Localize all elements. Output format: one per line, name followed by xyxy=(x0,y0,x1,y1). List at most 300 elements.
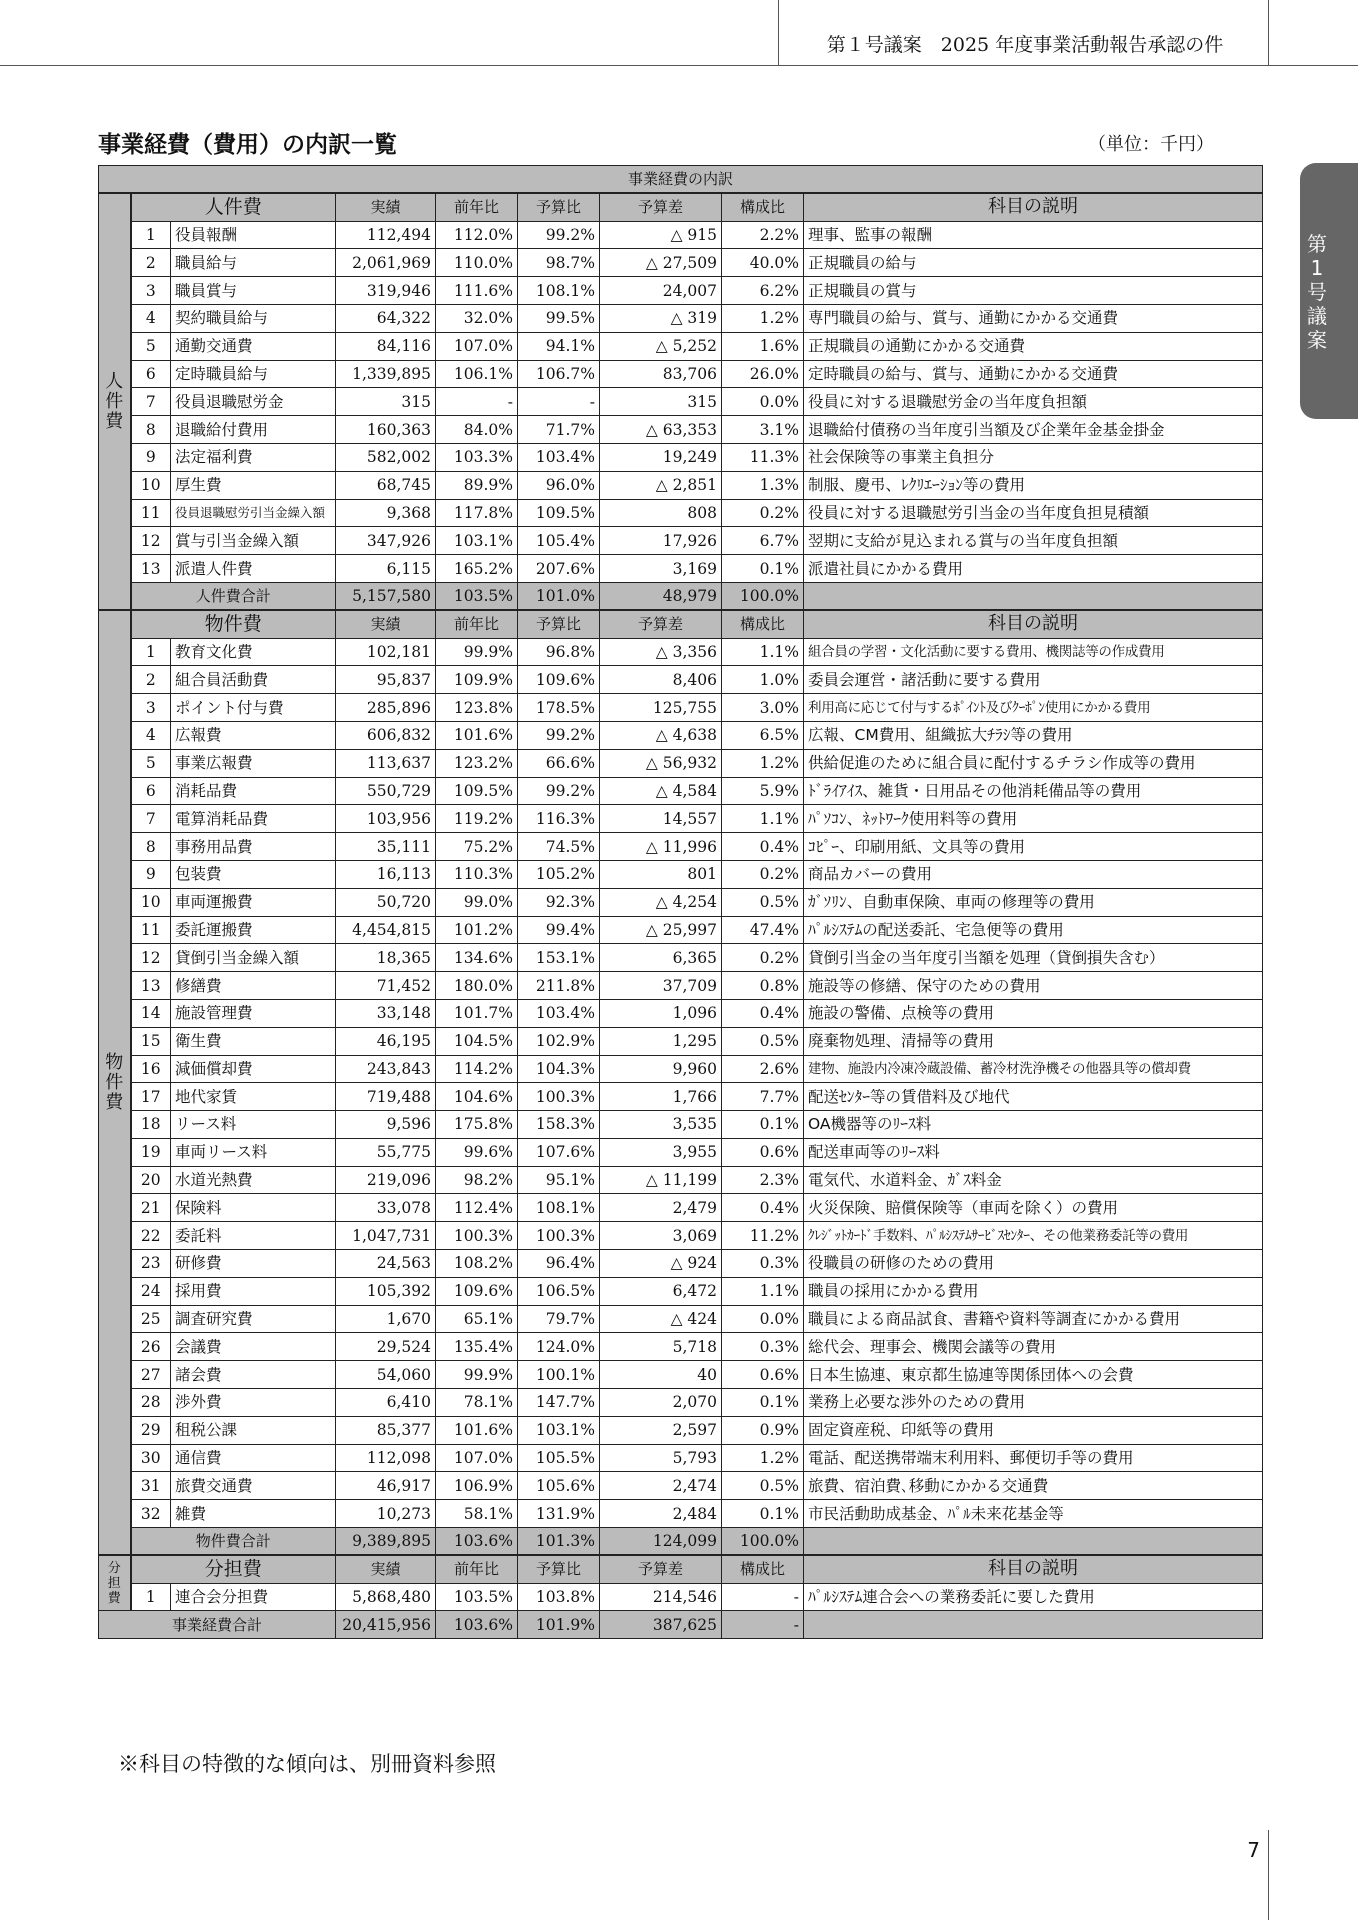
row-yoy: 109.6% xyxy=(436,1277,518,1305)
row-budget-ratio: 66.6% xyxy=(518,749,600,777)
subtotal-label: 物件費合計 xyxy=(131,1528,336,1556)
row-budget-ratio: 103.4% xyxy=(518,443,600,471)
row-budget-diff: △ 3,356 xyxy=(600,638,722,666)
row-number: 16 xyxy=(131,1055,171,1083)
row-item-name: 組合員活動費 xyxy=(171,666,336,694)
column-header-share: 構成比 xyxy=(722,1555,804,1583)
expense-breakdown-table xyxy=(98,165,1263,1639)
row-actual: 64,322 xyxy=(336,304,436,332)
row-yoy: - xyxy=(436,388,518,416)
table-row xyxy=(99,944,1263,972)
side-tab-char: 議 xyxy=(1307,304,1327,328)
row-description: 理事、監事の報酬 xyxy=(804,221,1263,249)
table-row xyxy=(99,916,1263,944)
row-budget-diff: 6,365 xyxy=(600,944,722,972)
row-budget-diff: 3,955 xyxy=(600,1138,722,1166)
row-number: 26 xyxy=(131,1333,171,1361)
row-share: 0.2% xyxy=(722,860,804,888)
row-description: 電気代、水道料金、ｶﾞｽ料金 xyxy=(804,1166,1263,1194)
row-budget-ratio: 99.2% xyxy=(518,721,600,749)
row-item-name: 電算消耗品費 xyxy=(171,805,336,833)
table-caption-row xyxy=(99,166,1263,194)
row-description: 役員に対する退職慰労金の当年度負担額 xyxy=(804,388,1263,416)
row-actual: 54,060 xyxy=(336,1361,436,1389)
row-share: 0.4% xyxy=(722,1194,804,1222)
row-yoy: 99.0% xyxy=(436,888,518,916)
row-budget-ratio: 96.0% xyxy=(518,471,600,499)
row-share: 0.2% xyxy=(722,499,804,527)
row-item-name: 役員退職慰労金 xyxy=(171,388,336,416)
table-row xyxy=(99,1416,1263,1444)
row-description: 職員の採用にかかる費用 xyxy=(804,1277,1263,1305)
row-number: 32 xyxy=(131,1500,171,1528)
row-yoy: 112.0% xyxy=(436,221,518,249)
group-subtotal-row xyxy=(99,582,1263,610)
row-share: 0.1% xyxy=(722,1500,804,1528)
group-side-char: 人 xyxy=(105,370,124,392)
row-number: 7 xyxy=(131,388,171,416)
row-item-name: リース料 xyxy=(171,1111,336,1139)
row-item-name: 通勤交通費 xyxy=(171,332,336,360)
row-actual: 85,377 xyxy=(336,1416,436,1444)
table-row xyxy=(99,1389,1263,1417)
row-item-name: 研修費 xyxy=(171,1250,336,1278)
row-yoy: 104.5% xyxy=(436,1027,518,1055)
table-row xyxy=(99,721,1263,749)
group-side-char: 費 xyxy=(105,410,124,432)
row-budget-diff: △ 4,254 xyxy=(600,888,722,916)
row-yoy: 103.3% xyxy=(436,443,518,471)
group-side-char: 件 xyxy=(105,390,124,412)
row-share: 0.3% xyxy=(722,1333,804,1361)
row-actual: 9,596 xyxy=(336,1111,436,1139)
row-budget-diff: 1,295 xyxy=(600,1027,722,1055)
row-actual: 55,775 xyxy=(336,1138,436,1166)
row-budget-ratio: 109.5% xyxy=(518,499,600,527)
row-item-name: 衛生費 xyxy=(171,1027,336,1055)
row-budget-ratio: 108.1% xyxy=(518,277,600,305)
row-share: 1.2% xyxy=(722,1444,804,1472)
row-share: 26.0% xyxy=(722,360,804,388)
column-header-budget-diff: 予算差 xyxy=(600,193,722,221)
row-yoy: 101.7% xyxy=(436,999,518,1027)
page-number: 7 xyxy=(1247,1838,1260,1862)
table-row xyxy=(99,1222,1263,1250)
row-share: 0.5% xyxy=(722,888,804,916)
row-yoy: 106.1% xyxy=(436,360,518,388)
row-number: 20 xyxy=(131,1166,171,1194)
column-header-budget-diff: 予算差 xyxy=(600,610,722,638)
row-item-name: 旅費交通費 xyxy=(171,1472,336,1500)
grand-total-desc-empty xyxy=(804,1611,1263,1639)
row-description: 電話、配送携帯端末利用料、郵便切手等の費用 xyxy=(804,1444,1263,1472)
grand-total-actual: 20,415,956 xyxy=(336,1611,436,1639)
table-row xyxy=(99,1055,1263,1083)
row-budget-ratio: 98.7% xyxy=(518,249,600,277)
row-description: 商品カバーの費用 xyxy=(804,860,1263,888)
row-yoy: 84.0% xyxy=(436,416,518,444)
table-row xyxy=(99,555,1263,583)
row-share: 0.1% xyxy=(722,1389,804,1417)
subtotal-share: 100.0% xyxy=(722,582,804,610)
row-budget-diff: △ 25,997 xyxy=(600,916,722,944)
row-item-name: 連合会分担費 xyxy=(171,1583,336,1611)
row-yoy: 99.9% xyxy=(436,638,518,666)
row-budget-ratio: - xyxy=(518,388,600,416)
row-number: 22 xyxy=(131,1222,171,1250)
row-actual: 9,368 xyxy=(336,499,436,527)
row-actual: 95,837 xyxy=(336,666,436,694)
row-actual: 16,113 xyxy=(336,860,436,888)
row-budget-ratio: 131.9% xyxy=(518,1500,600,1528)
table-row xyxy=(99,1194,1263,1222)
table-row xyxy=(99,221,1263,249)
grand-total-share: - xyxy=(722,1611,804,1639)
row-budget-ratio: 106.7% xyxy=(518,360,600,388)
row-share: 0.3% xyxy=(722,1250,804,1278)
row-number: 19 xyxy=(131,1138,171,1166)
row-description: 翌期に支給が見込まれる賞与の当年度負担額 xyxy=(804,527,1263,555)
column-header-actual: 実績 xyxy=(336,610,436,638)
row-yoy: 114.2% xyxy=(436,1055,518,1083)
row-item-name: 職員給与 xyxy=(171,249,336,277)
row-budget-diff: △ 63,353 xyxy=(600,416,722,444)
subtotal-label: 人件費合計 xyxy=(131,582,336,610)
row-number: 12 xyxy=(131,527,171,555)
row-share: - xyxy=(722,1583,804,1611)
row-yoy: 103.1% xyxy=(436,527,518,555)
group-side-char: 件 xyxy=(105,1071,124,1093)
row-budget-ratio: 99.2% xyxy=(518,777,600,805)
row-budget-diff: △ 56,932 xyxy=(600,749,722,777)
row-actual: 33,148 xyxy=(336,999,436,1027)
side-tab-char: 案 xyxy=(1307,328,1327,352)
row-number: 24 xyxy=(131,1277,171,1305)
row-description: 役員に対する退職慰労引当金の当年度負担見積額 xyxy=(804,499,1263,527)
row-budget-diff: 24,007 xyxy=(600,277,722,305)
row-yoy: 32.0% xyxy=(436,304,518,332)
row-yoy: 119.2% xyxy=(436,805,518,833)
table-row xyxy=(99,1138,1263,1166)
group-header-row xyxy=(99,610,1263,638)
row-number: 11 xyxy=(131,499,171,527)
row-description: 配送車両等のﾘｰｽ料 xyxy=(804,1138,1263,1166)
row-budget-diff: 8,406 xyxy=(600,666,722,694)
table-row xyxy=(99,304,1263,332)
column-header-share: 構成比 xyxy=(722,610,804,638)
column-header-yoy: 前年比 xyxy=(436,610,518,638)
row-budget-ratio: 96.8% xyxy=(518,638,600,666)
row-yoy: 100.3% xyxy=(436,1222,518,1250)
table-row xyxy=(99,1111,1263,1139)
table-row xyxy=(99,999,1263,1027)
row-budget-ratio: 116.3% xyxy=(518,805,600,833)
row-actual: 24,563 xyxy=(336,1250,436,1278)
row-budget-diff: △ 4,584 xyxy=(600,777,722,805)
row-budget-ratio: 105.2% xyxy=(518,860,600,888)
row-description: 建物、施設内冷凍冷蔵設備、蓄冷材洗浄機その他器具等の償却費 xyxy=(804,1055,1263,1083)
row-actual: 5,868,480 xyxy=(336,1583,436,1611)
table-row xyxy=(99,1305,1263,1333)
group-header-row xyxy=(99,193,1263,221)
unit-label: （単位：千円） xyxy=(1088,134,1214,155)
row-item-name: 調査研究費 xyxy=(171,1305,336,1333)
row-item-name: 職員賞与 xyxy=(171,277,336,305)
group-header-row xyxy=(99,1555,1263,1583)
row-yoy: 103.5% xyxy=(436,1583,518,1611)
row-share: 2.2% xyxy=(722,221,804,249)
row-number: 5 xyxy=(131,749,171,777)
row-share: 3.0% xyxy=(722,694,804,722)
table-row xyxy=(99,1027,1263,1055)
row-yoy: 89.9% xyxy=(436,471,518,499)
row-share: 1.6% xyxy=(722,332,804,360)
row-budget-ratio: 105.5% xyxy=(518,1444,600,1472)
row-number: 31 xyxy=(131,1472,171,1500)
row-budget-ratio: 100.1% xyxy=(518,1361,600,1389)
row-item-name: 定時職員給与 xyxy=(171,360,336,388)
row-yoy: 101.2% xyxy=(436,916,518,944)
row-description: 配送ｾﾝﾀｰ等の賃借料及び地代 xyxy=(804,1083,1263,1111)
subtotal-budget-ratio: 101.0% xyxy=(518,582,600,610)
row-description: 制服、慶弔、ﾚｸﾘｴｰｼｮﾝ等の費用 xyxy=(804,471,1263,499)
table-row xyxy=(99,1083,1263,1111)
row-budget-diff: 2,484 xyxy=(600,1500,722,1528)
row-budget-diff: 1,766 xyxy=(600,1083,722,1111)
group-side-char: 費 xyxy=(107,1590,121,1606)
row-actual: 113,637 xyxy=(336,749,436,777)
row-actual: 719,488 xyxy=(336,1083,436,1111)
row-actual: 33,078 xyxy=(336,1194,436,1222)
row-share: 6.2% xyxy=(722,277,804,305)
row-number: 25 xyxy=(131,1305,171,1333)
row-description: 貸倒引当金の当年度引当額を処理（貸倒損失含む） xyxy=(804,944,1263,972)
row-budget-diff: 801 xyxy=(600,860,722,888)
row-actual: 1,670 xyxy=(336,1305,436,1333)
row-actual: 84,116 xyxy=(336,332,436,360)
row-share: 6.7% xyxy=(722,527,804,555)
row-budget-diff: 2,597 xyxy=(600,1416,722,1444)
row-share: 11.2% xyxy=(722,1222,804,1250)
table-row xyxy=(99,1333,1263,1361)
group-header-name: 分担費 xyxy=(131,1555,336,1583)
row-number: 1 xyxy=(131,638,171,666)
row-share: 1.3% xyxy=(722,471,804,499)
table-row xyxy=(99,972,1263,1000)
row-budget-diff: △ 319 xyxy=(600,304,722,332)
row-description: 利用高に応じて付与するﾎﾟｲﾝﾄ及びｸｰﾎﾟﾝ使用にかかる費用 xyxy=(804,694,1263,722)
column-header-desc: 科目の説明 xyxy=(804,1555,1263,1583)
row-item-name: 修繕費 xyxy=(171,972,336,1000)
group-side-char: 担 xyxy=(107,1575,121,1591)
table-row xyxy=(99,527,1263,555)
row-yoy: 107.0% xyxy=(436,1444,518,1472)
subtotal-yoy: 103.6% xyxy=(436,1528,518,1556)
row-yoy: 111.6% xyxy=(436,277,518,305)
row-description: ﾊﾟﾙｼｽﾃﾑの配送委託、宅急便等の費用 xyxy=(804,916,1263,944)
table-row xyxy=(99,416,1263,444)
row-budget-ratio: 96.4% xyxy=(518,1250,600,1278)
row-number: 1 xyxy=(131,221,171,249)
group-side-label xyxy=(99,1555,131,1611)
row-yoy: 104.6% xyxy=(436,1083,518,1111)
side-tab-char: 号 xyxy=(1307,280,1327,304)
row-number: 5 xyxy=(131,332,171,360)
row-number: 2 xyxy=(131,666,171,694)
row-number: 3 xyxy=(131,694,171,722)
row-budget-ratio: 103.8% xyxy=(518,1583,600,1611)
row-yoy: 65.1% xyxy=(436,1305,518,1333)
grand-total-label: 事業経費合計 xyxy=(99,1611,336,1639)
table-row xyxy=(99,388,1263,416)
row-budget-diff: 5,793 xyxy=(600,1444,722,1472)
row-yoy: 175.8% xyxy=(436,1111,518,1139)
subtotal-actual: 5,157,580 xyxy=(336,582,436,610)
row-number: 3 xyxy=(131,277,171,305)
table-row xyxy=(99,332,1263,360)
row-yoy: 109.5% xyxy=(436,777,518,805)
table-row xyxy=(99,860,1263,888)
row-yoy: 110.3% xyxy=(436,860,518,888)
row-share: 7.7% xyxy=(722,1083,804,1111)
row-budget-diff: 3,169 xyxy=(600,555,722,583)
row-item-name: 役員報酬 xyxy=(171,221,336,249)
column-header-actual: 実績 xyxy=(336,1555,436,1583)
row-budget-diff: 808 xyxy=(600,499,722,527)
row-number: 10 xyxy=(131,888,171,916)
table-row xyxy=(99,694,1263,722)
row-actual: 112,098 xyxy=(336,1444,436,1472)
row-share: 0.0% xyxy=(722,388,804,416)
row-budget-diff: △ 27,509 xyxy=(600,249,722,277)
row-item-name: 採用費 xyxy=(171,1277,336,1305)
row-number: 13 xyxy=(131,555,171,583)
row-description: 職員による商品試食、書籍や資料等調査にかかる費用 xyxy=(804,1305,1263,1333)
row-actual: 319,946 xyxy=(336,277,436,305)
row-item-name: 教育文化費 xyxy=(171,638,336,666)
row-actual: 347,926 xyxy=(336,527,436,555)
row-item-name: 地代家賃 xyxy=(171,1083,336,1111)
row-description: 正規職員の通勤にかかる交通費 xyxy=(804,332,1263,360)
row-share: 3.1% xyxy=(722,416,804,444)
row-item-name: 減価償却費 xyxy=(171,1055,336,1083)
row-budget-diff: 5,718 xyxy=(600,1333,722,1361)
table-row xyxy=(99,888,1263,916)
row-budget-diff: 2,070 xyxy=(600,1389,722,1417)
row-description: ﾄﾞﾗｲｱｲｽ、雑貨・日用品その他消耗備品等の費用 xyxy=(804,777,1263,805)
subtotal-desc-empty xyxy=(804,582,1263,610)
row-item-name: 事務用品費 xyxy=(171,833,336,861)
section-title: 事業経費（費用）の内訳一覧 xyxy=(98,132,397,158)
row-budget-diff: 14,557 xyxy=(600,805,722,833)
table-row xyxy=(99,1444,1263,1472)
row-budget-diff: △ 5,252 xyxy=(600,332,722,360)
row-yoy: 101.6% xyxy=(436,1416,518,1444)
row-budget-diff: 125,755 xyxy=(600,694,722,722)
table-row xyxy=(99,360,1263,388)
row-budget-ratio: 106.5% xyxy=(518,1277,600,1305)
row-description: OA機器等のﾘｰｽ料 xyxy=(804,1111,1263,1139)
row-share: 0.4% xyxy=(722,999,804,1027)
row-budget-ratio: 99.5% xyxy=(518,304,600,332)
row-number: 8 xyxy=(131,833,171,861)
subtotal-budget-diff: 48,979 xyxy=(600,582,722,610)
row-share: 5.9% xyxy=(722,777,804,805)
row-actual: 582,002 xyxy=(336,443,436,471)
row-yoy: 123.8% xyxy=(436,694,518,722)
row-budget-ratio: 105.4% xyxy=(518,527,600,555)
row-share: 6.5% xyxy=(722,721,804,749)
row-actual: 1,047,731 xyxy=(336,1222,436,1250)
row-actual: 4,454,815 xyxy=(336,916,436,944)
footnote: ※科目の特徴的な傾向は、別冊資料参照 xyxy=(118,1752,496,1776)
row-budget-ratio: 207.6% xyxy=(518,555,600,583)
row-description: 正規職員の給与 xyxy=(804,249,1263,277)
grand-total-row xyxy=(99,1611,1263,1639)
row-share: 0.6% xyxy=(722,1361,804,1389)
row-description: ﾊﾟﾙｼｽﾃﾑ連合会への業務委託に要した費用 xyxy=(804,1583,1263,1611)
row-actual: 606,832 xyxy=(336,721,436,749)
row-actual: 1,339,895 xyxy=(336,360,436,388)
row-item-name: 賞与引当金繰入額 xyxy=(171,527,336,555)
row-number: 6 xyxy=(131,360,171,388)
row-description: 廃棄物処理、清掃等の費用 xyxy=(804,1027,1263,1055)
row-budget-ratio: 103.1% xyxy=(518,1416,600,1444)
row-description: ｶﾞｿﾘﾝ、自動車保険、車両の修理等の費用 xyxy=(804,888,1263,916)
row-item-name: 包装費 xyxy=(171,860,336,888)
row-item-name: 委託料 xyxy=(171,1222,336,1250)
row-number: 30 xyxy=(131,1444,171,1472)
group-subtotal-row xyxy=(99,1528,1263,1556)
row-actual: 102,181 xyxy=(336,638,436,666)
column-header-desc: 科目の説明 xyxy=(804,610,1263,638)
row-description: 委員会運営・諸活動に要する費用 xyxy=(804,666,1263,694)
row-budget-ratio: 95.1% xyxy=(518,1166,600,1194)
row-yoy: 109.9% xyxy=(436,666,518,694)
row-budget-ratio: 74.5% xyxy=(518,833,600,861)
group-header-name: 人件費 xyxy=(131,193,336,221)
row-budget-ratio: 94.1% xyxy=(518,332,600,360)
row-actual: 71,452 xyxy=(336,972,436,1000)
row-budget-diff: △ 4,638 xyxy=(600,721,722,749)
row-number: 9 xyxy=(131,443,171,471)
row-item-name: 厚生費 xyxy=(171,471,336,499)
row-item-name: 諸会費 xyxy=(171,1361,336,1389)
side-tab-char: 1 xyxy=(1310,256,1324,280)
row-share: 40.0% xyxy=(722,249,804,277)
row-item-name: ポイント付与費 xyxy=(171,694,336,722)
row-item-name: 通信費 xyxy=(171,1444,336,1472)
table-row xyxy=(99,277,1263,305)
row-budget-ratio: 102.9% xyxy=(518,1027,600,1055)
row-yoy: 165.2% xyxy=(436,555,518,583)
row-yoy: 58.1% xyxy=(436,1500,518,1528)
row-budget-ratio: 104.3% xyxy=(518,1055,600,1083)
row-number: 7 xyxy=(131,805,171,833)
row-yoy: 123.2% xyxy=(436,749,518,777)
side-tab-char: 第 xyxy=(1307,232,1327,256)
row-share: 1.1% xyxy=(722,638,804,666)
row-budget-diff: 9,960 xyxy=(600,1055,722,1083)
row-actual: 243,843 xyxy=(336,1055,436,1083)
row-actual: 219,096 xyxy=(336,1166,436,1194)
row-number: 1 xyxy=(131,1583,171,1611)
row-description: 組合員の学習・文化活動に要する費用、機関誌等の作成費用 xyxy=(804,638,1263,666)
row-item-name: 委託運搬費 xyxy=(171,916,336,944)
column-header-budget-ratio: 予算比 xyxy=(518,193,600,221)
row-budget-diff: △ 924 xyxy=(600,1250,722,1278)
row-budget-ratio: 99.2% xyxy=(518,221,600,249)
